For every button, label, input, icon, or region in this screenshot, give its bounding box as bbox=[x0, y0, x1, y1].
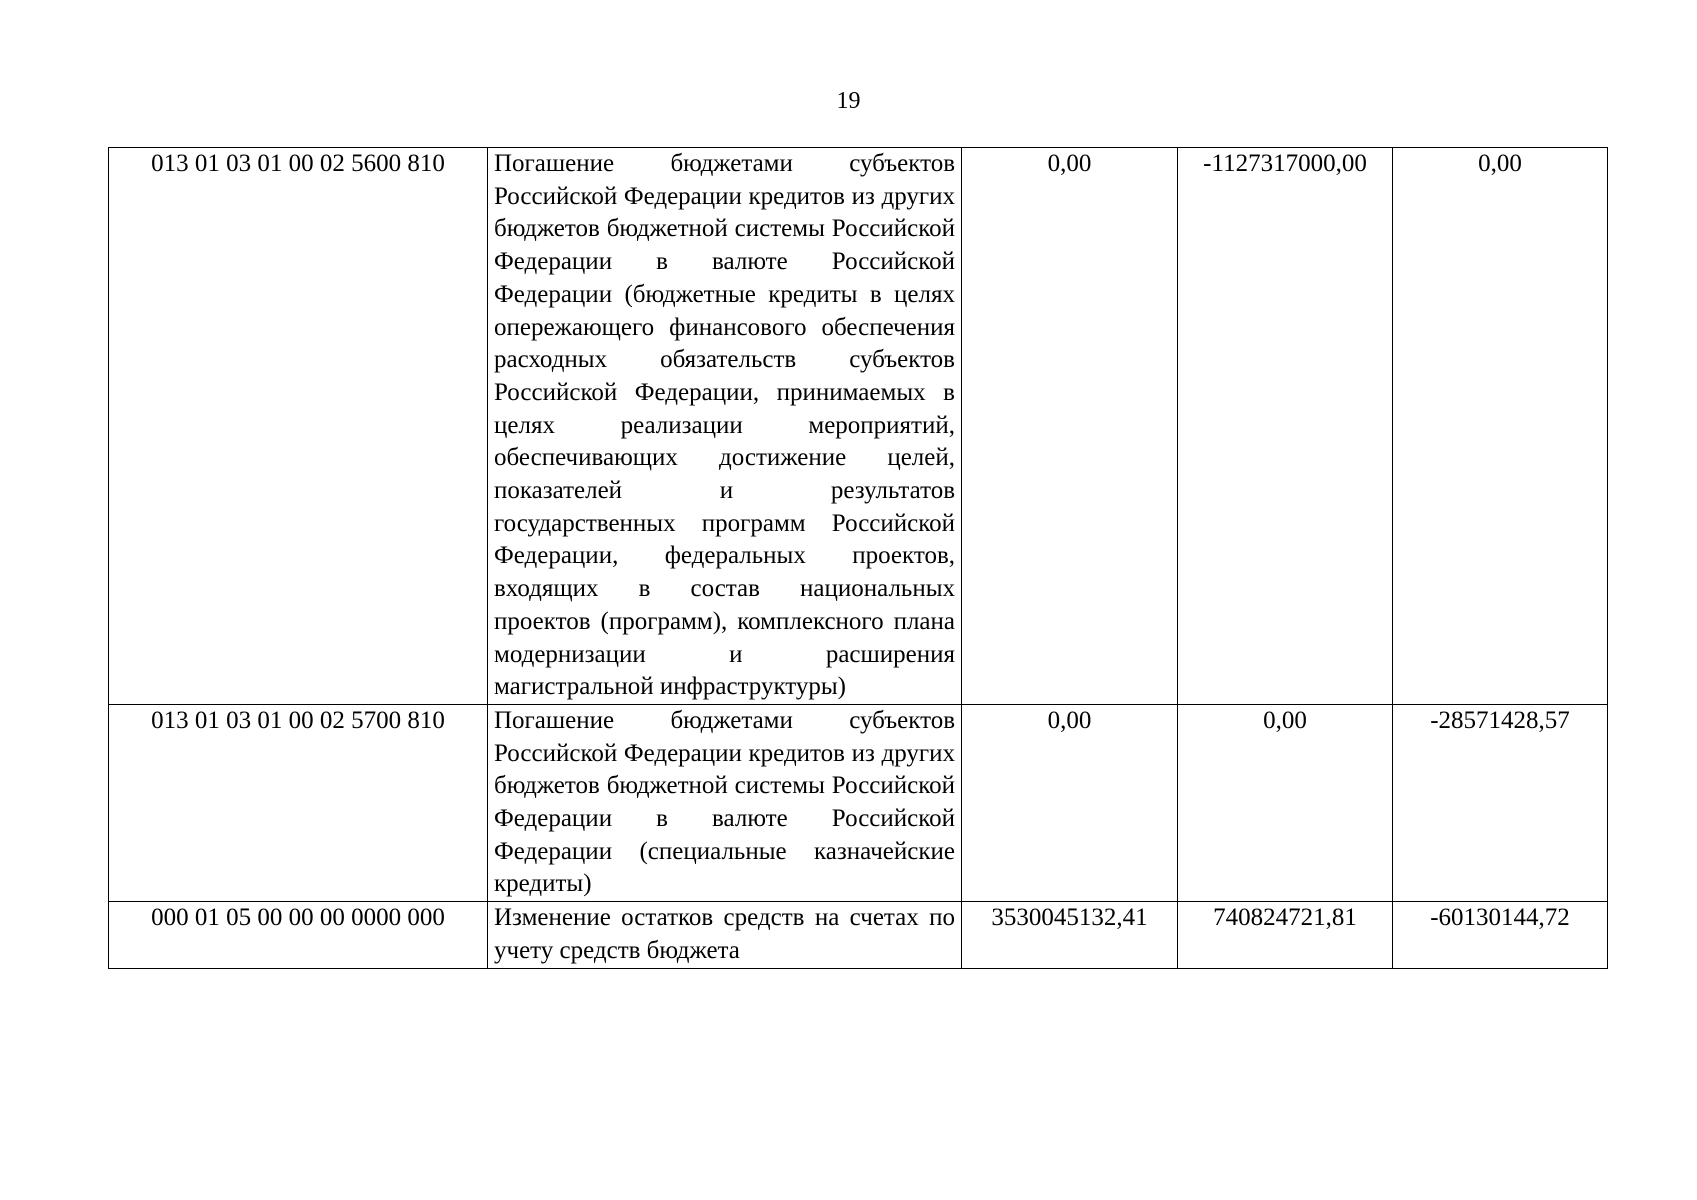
value-2-cell: 740824721,81 bbox=[1178, 902, 1393, 968]
budget-code-cell: 000 01 05 00 00 00 0000 000 bbox=[109, 902, 488, 968]
table-row bbox=[109, 902, 1608, 968]
value-3-cell: -28571428,57 bbox=[1393, 704, 1608, 901]
budget-code-cell: 013 01 03 01 00 02 5600 810 bbox=[109, 148, 488, 705]
value-1-cell: 3530045132,41 bbox=[962, 902, 1178, 968]
value-3-cell: -60130144,72 bbox=[1393, 902, 1608, 968]
description-cell: Погашение бюджетами субъектов Российской Федерации кредитов из других бюджетов бюджетной системы Российской Федерации в валюте Российской Федерации (специальные казначейские кредиты) bbox=[488, 704, 962, 901]
value-1-cell: 0,00 bbox=[962, 148, 1178, 705]
value-2-cell: 0,00 bbox=[1178, 704, 1393, 901]
value-2-cell: -1127317000,00 bbox=[1178, 148, 1393, 705]
value-3-cell: 0,00 bbox=[1393, 148, 1608, 705]
table-row bbox=[109, 148, 1608, 705]
value-1-cell: 0,00 bbox=[962, 704, 1178, 901]
description-cell: Погашение бюджетами субъектов Российской Федерации кредитов из других бюджетов бюджетной системы Российской Федерации в валюте Российской Федерации (бюджетные кредиты в целях опережающего финансового обеспечения расходных обязательств субъектов Российской Федерации, принимаемых в целях реализации мероприятий, обеспечивающих достижение целей, показателей и результатов государственных программ Российской Федерации, федеральных проектов, входящих в состав национальных проектов (программ), комплексного плана модернизации и расширения магистральной инфраструктуры) bbox=[488, 148, 962, 705]
budget-table bbox=[108, 147, 1608, 969]
description-cell: Изменение остатков средств на счетах по учету средств бюджета bbox=[488, 902, 962, 968]
page-number: 19 bbox=[836, 88, 861, 114]
budget-code-cell: 013 01 03 01 00 02 5700 810 bbox=[109, 704, 488, 901]
table-row bbox=[109, 704, 1608, 901]
